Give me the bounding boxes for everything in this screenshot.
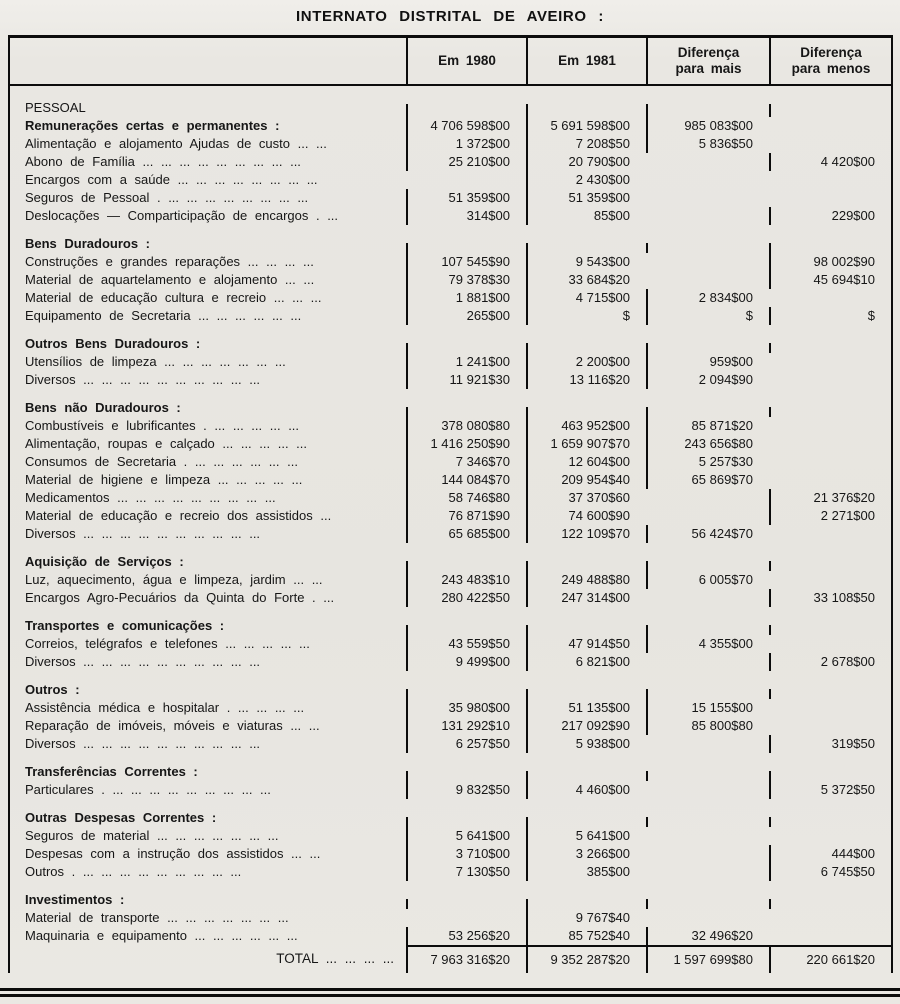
row-label: Combustíveis e lubrificantes . ... ... ... ... ... [25,418,300,433]
value-diferenca-mais: 15 155$00 [646,699,769,717]
table-row [10,827,891,845]
value-em-1980: 58 746$80 [406,489,526,507]
value-diferenca-mais: 6 005$70 [646,571,769,589]
value-em-1981 [526,104,646,117]
value-diferenca-menos [769,104,891,117]
value-diferenca-menos [769,625,891,635]
value-em-1981: 13 116$20 [526,371,646,389]
row-label: Material de educação cultura e recreio ... ... ... [25,290,322,305]
row-label: Luz, aquecimento, água e limpeza, jardim ... ... [25,572,323,587]
header-diferenca-mais-line2: para mais [675,61,742,76]
value-em-1980: 43 559$50 [406,635,526,653]
value-em-1981 [526,817,646,827]
value-em-1980: 1 241$00 [406,353,526,371]
row-label: Material de transporte ... ... ... ... ... ... ... [25,910,289,925]
table-row [10,453,891,471]
row-label: Seguros de Pessoal . ... ... ... ... ... ... ... ... [25,190,309,205]
value-diferenca-mais: 85 800$80 [646,717,769,735]
table-row [10,735,891,753]
value-diferenca-mais: 85 871$20 [646,417,769,435]
value-em-1981: 3 266$00 [526,845,646,863]
value-em-1980: 144 084$70 [406,471,526,489]
value-em-1980: 7 346$70 [406,453,526,471]
value-em-1981: 4 460$00 [526,781,646,799]
table-row [10,507,891,525]
value-em-1981: 12 604$00 [526,453,646,471]
value-em-1980: 107 545$90 [406,253,526,271]
value-em-1981: 7 208$50 [526,135,646,153]
row-label: Diversos ... ... ... ... ... ... ... ... ... ... [25,654,261,669]
row-label: Bens Duradouros : [25,236,151,251]
table-row [10,489,891,507]
value-em-1981 [526,899,646,909]
value-diferenca-menos: 45 694$10 [769,271,891,289]
value-diferenca-menos: 21 376$20 [769,489,891,507]
section-header-row [10,881,891,909]
value-em-1980 [406,625,526,635]
row-label: Material de educação e recreio dos assistidos ... [25,508,332,523]
value-em-1981: 85$00 [526,207,646,225]
header-diferenca-menos-line2: para menos [791,61,871,76]
section-header-row [10,671,891,699]
row-label: Abono de Família ... ... ... ... ... ... ... ... ... [25,154,301,169]
value-diferenca-menos: 98 002$90 [769,253,891,271]
value-em-1981: 37 370$60 [526,489,646,507]
row-label: Material de aquartelamento e alojamento ... ... [25,272,315,287]
value-em-1980: 4 706 598$00 [406,117,526,135]
row-label: Alimentação, roupas e calçado ... ... ... ... ... [25,436,308,451]
value-em-1981: 247 314$00 [526,589,646,607]
row-label: Encargos com a saúde ... ... ... ... ... ... ... ... [25,172,318,187]
table-row [10,371,891,389]
value-em-1981 [526,771,646,781]
section-header-row [10,799,891,827]
row-label: Assistência médica e hospitalar . ... ... ... ... [25,700,305,715]
row-label: Alimentação e alojamento Ajudas de custo ... ... [25,136,327,151]
value-em-1981: 85 752$40 [526,927,646,945]
value-diferenca-mais: 32 496$20 [646,927,769,945]
value-em-1981 [526,625,646,635]
page-title: INTERNATO DISTRITAL DE AVEIRO : [296,8,604,25]
header-label-column [10,38,406,84]
value-em-1980: 1 881$00 [406,289,526,307]
bottom-rule-line-1 [0,988,900,991]
row-label: Diversos ... ... ... ... ... ... ... ... ... ... [25,736,261,751]
value-em-1980 [406,104,526,117]
row-label: Reparação de imóveis, móveis e viaturas ... ... [25,718,320,733]
value-diferenca-menos: 229$00 [769,207,891,225]
value-em-1980: 1 416 250$90 [406,435,526,453]
header-diferenca-menos-line1: Diferença [800,45,862,60]
total-row [10,945,891,973]
value-diferenca-mais: 5 257$30 [646,453,769,471]
table-row [10,589,891,607]
value-diferenca-mais [646,407,769,417]
header-em-1981-text: Em 1981 [558,53,616,68]
value-diferenca-menos [769,243,891,253]
section-header-row [10,753,891,781]
value-diferenca-mais: $ [646,307,769,325]
value-diferenca-mais [646,343,769,353]
table-row [10,189,891,207]
row-label: Diversos ... ... ... ... ... ... ... ... ... ... [25,372,261,387]
value-diferenca-menos [769,343,891,353]
value-em-1980 [406,243,526,253]
value-em-1980: 1 372$00 [406,135,526,153]
table-row [10,307,891,325]
value-diferenca-mais [646,625,769,635]
row-label: TOTAL ... ... ... ... [276,951,394,966]
value-em-1981: 2 200$00 [526,353,646,371]
table-row [10,909,891,927]
value-diferenca-menos [769,771,891,781]
value-em-1981: 385$00 [526,863,646,881]
header-em-1980-text: Em 1980 [438,53,496,68]
table-row [10,863,891,881]
value-em-1981: 209 954$40 [526,471,646,489]
value-em-1981: 33 684$20 [526,271,646,289]
value-em-1980 [406,561,526,571]
value-em-1980 [406,771,526,781]
value-diferenca-mais: 4 355$00 [646,635,769,653]
header-diferenca-para-mais [646,38,769,84]
value-diferenca-mais: 65 869$70 [646,471,769,489]
value-em-1980 [406,343,526,353]
value-diferenca-mais: 985 083$00 [646,117,769,135]
table-row [10,271,891,289]
value-em-1981: 5 691 598$00 [526,117,646,135]
value-em-1981 [526,243,646,253]
value-em-1980: 265$00 [406,307,526,325]
value-em-1980: 53 256$20 [406,927,526,945]
value-em-1980: 9 832$50 [406,781,526,799]
section-header-row [10,389,891,417]
value-em-1981: 4 715$00 [526,289,646,307]
row-label: PESSOAL [25,100,86,115]
value-em-1981: 217 092$90 [526,717,646,735]
table-header-row [10,38,891,86]
value-diferenca-menos [769,689,891,699]
value-em-1981: 9 767$40 [526,909,646,927]
table-body [10,86,891,973]
value-diferenca-menos: 2 678$00 [769,653,891,671]
value-em-1981: 51 135$00 [526,699,646,717]
row-label: Maquinaria e equipamento ... ... ... ... ... ... [25,928,298,943]
value-diferenca-menos: 6 745$50 [769,863,891,881]
value-diferenca-mais [646,771,769,781]
value-em-1981: 463 952$00 [526,417,646,435]
value-diferenca-menos: $ [769,307,891,325]
value-em-1980 [406,689,526,699]
row-label: Remunerações certas e permanentes : [25,118,280,133]
value-diferenca-mais: 2 094$90 [646,371,769,389]
value-diferenca-menos: 319$50 [769,735,891,753]
row-label: Bens não Duradouros : [25,400,181,415]
value-em-1980: 9 499$00 [406,653,526,671]
value-em-1980: 65 685$00 [406,525,526,543]
table-row [10,135,891,153]
value-em-1980: 79 378$30 [406,271,526,289]
row-label: Equipamento de Secretaria ... ... ... ... ... ... [25,308,302,323]
value-em-1980 [406,407,526,417]
value-em-1981 [526,407,646,417]
section-header-row [10,325,891,353]
section-header-row [10,607,891,635]
table-row [10,571,891,589]
value-em-1980: 378 080$80 [406,417,526,435]
value-diferenca-mais [646,243,769,253]
value-em-1980: 11 921$30 [406,371,526,389]
row-label: Outros : [25,682,80,697]
section-header-row [10,543,891,571]
value-em-1981: 47 914$50 [526,635,646,653]
row-label: Despesas com a instrução dos assistidos ... ... [25,846,321,861]
value-em-1980: 25 210$00 [406,153,526,171]
row-label: Particulares . ... ... ... ... ... ... ... ... ... [25,782,271,797]
value-diferenca-mais [646,561,769,571]
value-diferenca-menos [769,817,891,827]
row-label: Correios, telégrafos e telefones ... ... ... ... ... [25,636,310,651]
value-diferenca-menos: 444$00 [769,845,891,863]
row-label: Aquisição de Serviços : [25,554,184,569]
row-label: Seguros de material ... ... ... ... ... ... ... [25,828,279,843]
value-diferenca-menos: 5 372$50 [769,781,891,799]
table-row [10,781,891,799]
row-label: Outros Bens Duradouros : [25,336,201,351]
row-label: Transportes e comunicações : [25,618,225,633]
value-em-1980: 76 871$90 [406,507,526,525]
row-label: Deslocações — Comparticipação de encargos . ... [25,208,339,223]
table-row [10,699,891,717]
value-em-1980: 243 483$10 [406,571,526,589]
value-em-1981: 74 600$90 [526,507,646,525]
header-em-1980 [406,38,526,84]
table-row [10,253,891,271]
value-diferenca-mais: 1 597 699$80 [646,945,769,973]
row-label: Transferências Correntes : [25,764,198,779]
value-em-1981: 9 543$00 [526,253,646,271]
expenses-table [8,35,893,973]
row-label: Medicamentos ... ... ... ... ... ... ... ... ... [25,490,276,505]
header-diferenca-para-menos [769,38,891,84]
header-diferenca-mais-line1: Diferença [677,45,740,60]
page-bottom-double-rule [0,988,900,997]
value-em-1980: 51 359$00 [406,189,526,207]
value-em-1981: 122 109$70 [526,525,646,543]
value-em-1980: 35 980$00 [406,699,526,717]
value-em-1980: 7 963 316$20 [406,945,526,973]
value-diferenca-menos [769,561,891,571]
table-row [10,927,891,945]
bottom-rule-line-2 [0,994,900,997]
value-em-1981 [526,689,646,699]
value-diferenca-menos [769,899,891,909]
value-diferenca-mais [646,104,769,117]
value-diferenca-mais [646,899,769,909]
value-diferenca-mais: 959$00 [646,353,769,371]
row-label: Material de higiene e limpeza ... ... ... ... ... [25,472,303,487]
row-label: Outras Despesas Correntes : [25,810,217,825]
row-label: Encargos Agro-Pecuários da Quinta do Forte . ... [25,590,335,605]
value-em-1981: 5 938$00 [526,735,646,753]
value-em-1980 [406,817,526,827]
table-row [10,653,891,671]
value-em-1980: 131 292$10 [406,717,526,735]
table-row [10,153,891,171]
table-row [10,207,891,225]
value-em-1981: 6 821$00 [526,653,646,671]
value-diferenca-mais [646,817,769,827]
table-row [10,353,891,371]
table-row [10,171,891,189]
value-em-1980: 314$00 [406,207,526,225]
table-row [10,117,891,135]
value-em-1981: 249 488$80 [526,571,646,589]
value-diferenca-menos: 33 108$50 [769,589,891,607]
value-em-1981 [526,343,646,353]
value-diferenca-mais [646,689,769,699]
value-em-1980: 280 422$50 [406,589,526,607]
section-header-row [10,225,891,253]
table-row [10,635,891,653]
row-label: Consumos de Secretaria . ... ... ... ... ... ... [25,454,298,469]
table-row [10,435,891,453]
table-row [10,845,891,863]
row-label: Outros . ... ... ... ... ... ... ... ... ... [25,864,242,879]
header-em-1981 [526,38,646,84]
value-em-1981: 9 352 287$20 [526,945,646,973]
value-em-1981: 5 641$00 [526,827,646,845]
row-label: Utensílios de limpeza ... ... ... ... ... ... ... [25,354,286,369]
value-em-1980: 6 257$50 [406,735,526,753]
table-row [10,417,891,435]
value-diferenca-mais: 2 834$00 [646,289,769,307]
table-row [10,289,891,307]
value-em-1981: 2 430$00 [526,171,646,189]
value-em-1980: 3 710$00 [406,845,526,863]
value-em-1981: $ [526,307,646,325]
table-row [10,525,891,543]
row-label: Investimentos : [25,892,125,907]
value-diferenca-mais: 243 656$80 [646,435,769,453]
value-em-1981 [526,561,646,571]
value-diferenca-menos: 4 420$00 [769,153,891,171]
value-em-1980 [406,899,526,909]
row-label: Construções e grandes reparações ... ... ... ... [25,254,314,269]
value-em-1981: 20 790$00 [526,153,646,171]
value-em-1981: 51 359$00 [526,189,646,207]
value-diferenca-menos: 2 271$00 [769,507,891,525]
table-row [10,471,891,489]
value-diferenca-mais: 56 424$70 [646,525,769,543]
row-label: Diversos ... ... ... ... ... ... ... ... ... ... [25,526,261,541]
value-em-1981: 1 659 907$70 [526,435,646,453]
value-em-1980: 7 130$50 [406,863,526,881]
section-header-row [10,86,891,117]
value-diferenca-mais: 5 836$50 [646,135,769,153]
value-diferenca-menos [769,407,891,417]
value-diferenca-menos: 220 661$20 [769,945,891,973]
table-row [10,717,891,735]
value-em-1980: 5 641$00 [406,827,526,845]
